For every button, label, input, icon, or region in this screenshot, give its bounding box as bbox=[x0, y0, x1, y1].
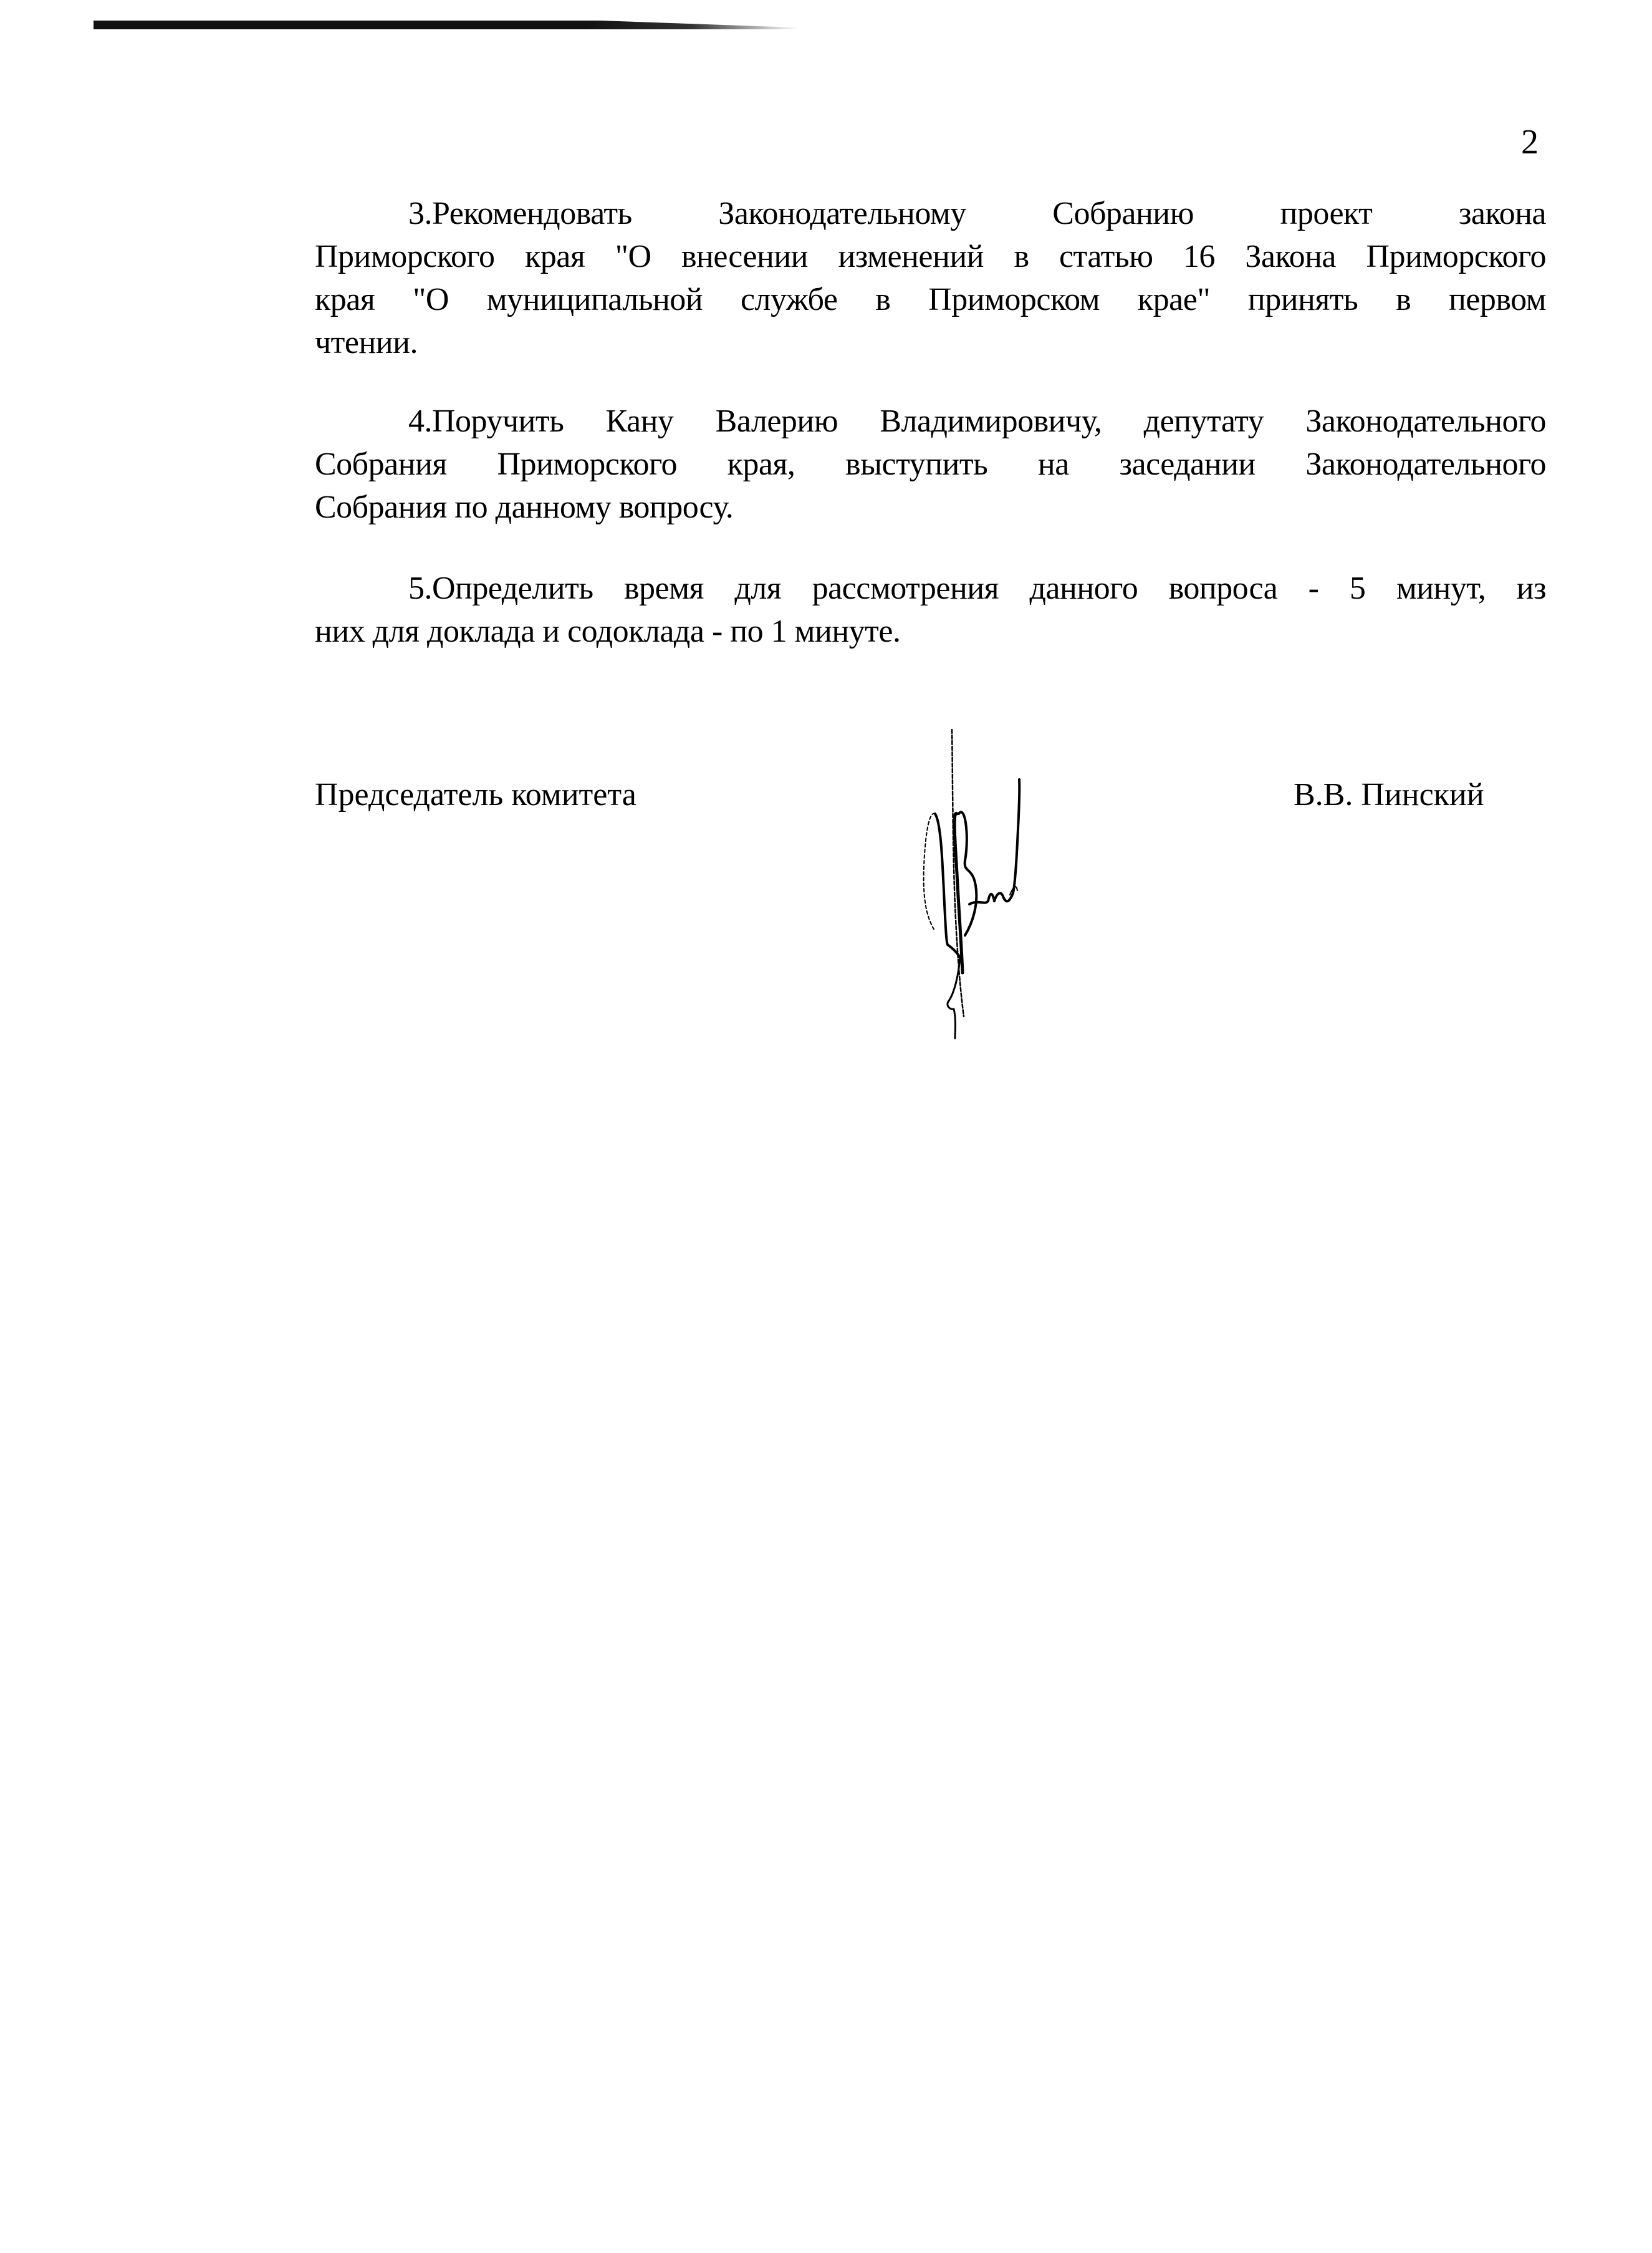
handwritten-signature-icon bbox=[885, 717, 1122, 1048]
paragraph-line: чтении. bbox=[315, 325, 418, 360]
paragraph-line: Собрания Приморского края, выступить на заседании Законодательного bbox=[315, 446, 1546, 482]
paragraph-line: 4.Поручить Кану Валерию Владимировичу, депутату Законодательного bbox=[408, 403, 1546, 439]
paragraph-line: Приморского края "О внесении изменений в статью 16 Закона Приморского bbox=[315, 239, 1546, 274]
page-number: 2 bbox=[1521, 123, 1539, 162]
paragraph-line: 3.Рекомендовать Законодательному Собранию проект закона bbox=[408, 196, 1546, 231]
paragraph-line: Собрания по данному вопросу. bbox=[315, 490, 734, 525]
paragraph-line: края "О муниципальной службе в Приморском крае" принять в первом bbox=[315, 282, 1546, 317]
paragraph-line: 5.Определить время для рассмотрения данного вопроса - 5 минут, из bbox=[408, 571, 1546, 606]
paragraph-item-4 bbox=[315, 400, 1546, 529]
paragraph-line: них для доклада и содоклада - по 1 минуте. bbox=[315, 614, 901, 649]
signatory-title: Председатель комитета bbox=[315, 777, 636, 813]
signatory-name: В.В. Пинский bbox=[1294, 777, 1484, 813]
paragraph-item-3 bbox=[315, 192, 1546, 364]
paragraph-item-5 bbox=[315, 567, 1546, 653]
scan-artifact-bar bbox=[94, 21, 798, 29]
